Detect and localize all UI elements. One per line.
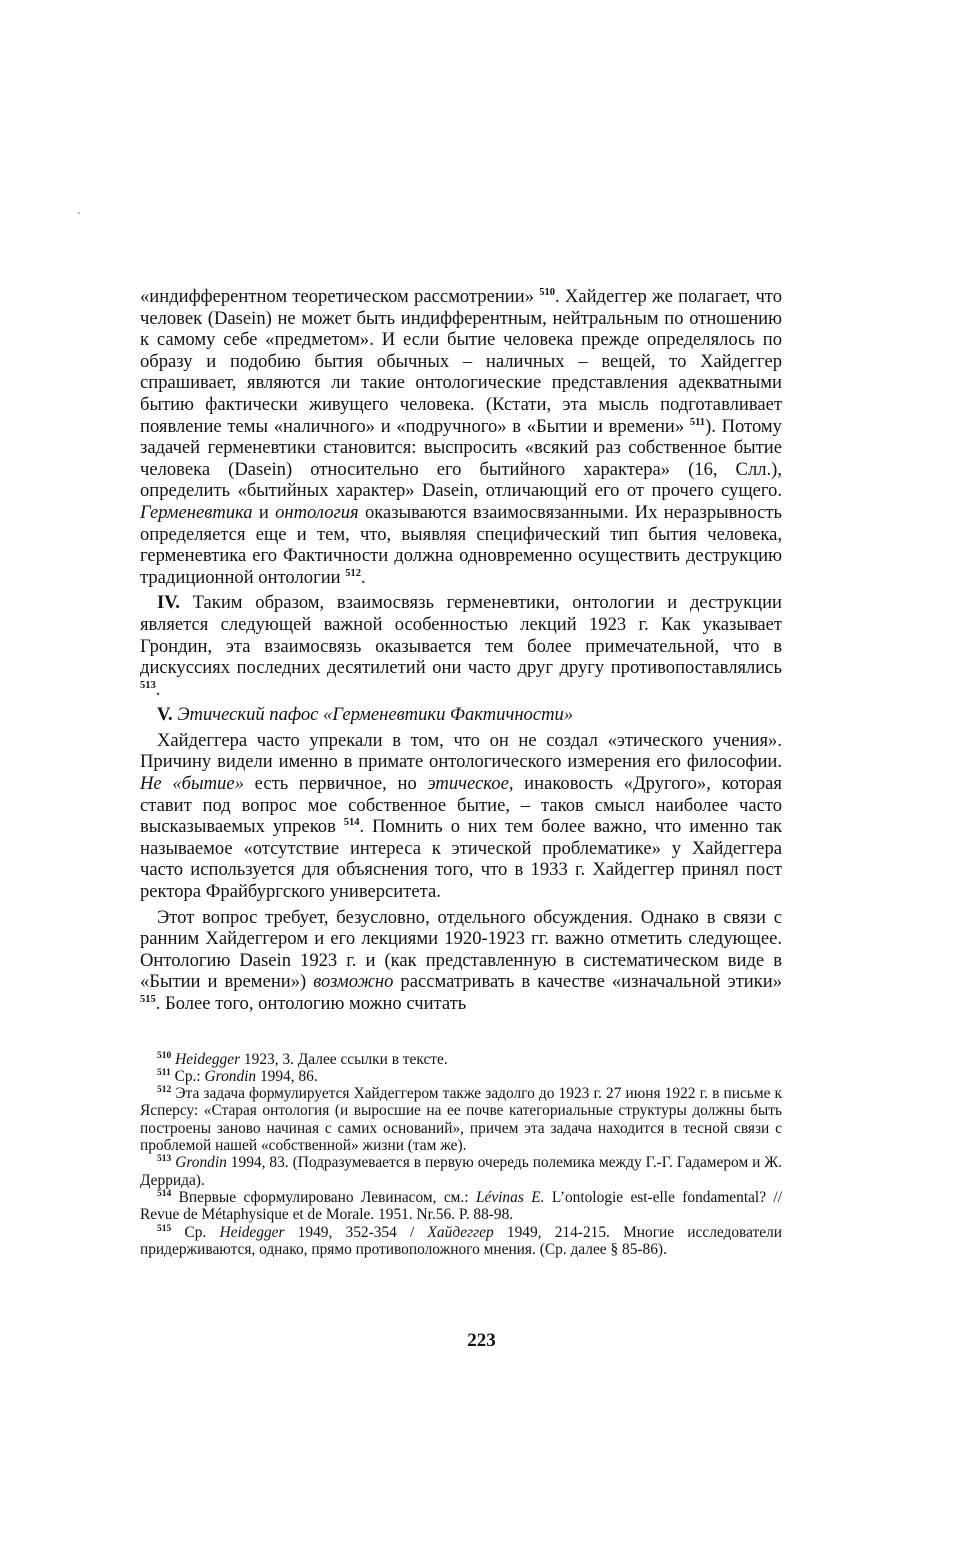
section-title: Этический пафос «Герменевтики Фактичности» [172, 704, 574, 726]
section-numeral: V. [157, 704, 173, 726]
text-run: есть первичное, но [243, 773, 428, 795]
footnotes [140, 1051, 782, 1259]
footnote-ref[interactable]: 515 [140, 994, 156, 1005]
text-run: оказываются взаимосвязанными. Их неразрывность определяется еще и тем, что, выявляя специфический тип бытия человека, герменевтика его Фактичности должна одновременно осуществить деструкцию традиционной онтологии [140, 501, 783, 588]
author: Хайдеггер [427, 1223, 494, 1241]
footnote-ref[interactable]: 512 [345, 567, 361, 579]
author: Lévinas E. [475, 1188, 545, 1206]
text-run: . Помнить о них тем более важно, что именно так называемое «отсутствие интереса к этической проблематике» у Хайдеггера часто используется для объяснения того, что в 1933 г. Хайдеггер принял пост ректора Фрайбургского университета. [140, 816, 782, 903]
author: Grondin [175, 1154, 227, 1172]
text-run: Хайдеггера часто упрекали в том, что он не создал «этического учения». Причину видели именно в примате онтологического измерения его философии. [140, 729, 782, 773]
footnote-number: 515 [157, 1223, 172, 1234]
author: Heidegger [175, 1050, 241, 1068]
text-run: ). Потому задачей герменевтики становится: выспросить «всякий раз собственное бытие человека (Dasein) относительно его бытийного характера» (16, Слл.), определить «бытийных характер» Dasein, отличающий его от прочего сущего. [140, 415, 782, 502]
emphasis: Не «бытие» [140, 773, 244, 795]
paragraph-4 [140, 907, 782, 1015]
emphasis: онтология [275, 501, 359, 523]
text-run: . Хайдеггер же полагает, что человек (Dasein) не может быть индифферентным, нейтральным по отношению к самому себе «предметом». И если бытие человека прежде определялось по образу и подобию бытия обычных – наличных – вещей, то Хайдеггер спрашивает, являются ли такие онтологические представления адекватными бытию фактически живущего человека. (Кстати, эта мысль подготавливает появление темы «наличного» и «подручного» в «Бытии и времени» [140, 286, 782, 437]
footnote-510 [140, 1051, 782, 1068]
footnote-number: 514 [157, 1188, 172, 1199]
text-run: Таким образом, взаимосвязь герменевтики, онтологии и деструкции является следующей важной особенностью лекций 1923 г. Как указывает Грондин, эта взаимосвязь оказывается тем более примечательной, что в дискуссиях последних десятилетий они часто друг другу противопоставлялись [140, 592, 782, 679]
text-run: , инаковость «Другого», которая ставит под вопрос мое собственное бытие, – таков смысл наиболее часто высказываемых упреков [140, 773, 782, 838]
text-run: Впервые сформулировано Левинасом, см.: [178, 1188, 476, 1206]
text-run: . [155, 678, 161, 700]
paragraph-1 [140, 286, 782, 588]
footnote-number: 513 [157, 1154, 172, 1165]
footnote-ref[interactable]: 510 [539, 287, 555, 298]
section-heading [140, 704, 782, 726]
footnote-515 [140, 1224, 782, 1259]
paragraph-2 [140, 592, 782, 700]
emphasis: возможно [313, 971, 394, 993]
text-run: 1923, 3. Далее ссылки в тексте. [240, 1050, 448, 1068]
text-run: 1949, 352-354 / [284, 1223, 428, 1241]
text-run: Ср. [184, 1223, 220, 1241]
footnote-number: 511 [157, 1067, 171, 1078]
text-run: 1994, 83. (Подразумевается в первую очередь полемика между Г.-Г. Гадамером и Ж. Деррида). [140, 1154, 782, 1189]
text-run: Ср.: [174, 1067, 205, 1085]
page-content [140, 286, 782, 1258]
emphasis: этическое [427, 773, 509, 795]
text-run: «индифферентном теоретическом рассмотрении» [140, 286, 534, 307]
footnote-ref[interactable]: 511 [689, 416, 706, 428]
text-run: Эта задача формулируется Хайдеггером также задолго до 1923 г. 27 июня 1922 г. в письме к Ясперсу: «Старая онтология (и выросшие на ее почве категориальные структуры должны быть построены заново начиная с самих оснований», причем эта задача находится в тесной связи с проблемой нашей «собственной» жизни (там же). [140, 1085, 782, 1155]
footnote-511 [140, 1068, 782, 1085]
footnote-513 [140, 1154, 782, 1189]
main-text [140, 286, 782, 1015]
page-number: 223 [467, 1330, 496, 1351]
text-run: Этот вопрос требует, безусловно, отдельного обсуждения. Однако в связи с ранним Хайдеггером и его лекциями 1920-1923 гг. важно отметить следующее. Онтологию Dasein 1923 г. и (как представленную в систематическом виде в «Бытии и времени») [140, 906, 782, 993]
footnote-ref[interactable]: 513 [140, 679, 156, 691]
paragraph-3 [140, 730, 782, 903]
footnote-number: 512 [157, 1085, 172, 1096]
text-run: L’ontologie est-elle fondamental? // Revue de Métaphysique et de Morale. 1951. Nr.56. P. 88-98. [140, 1188, 782, 1224]
footnote-number: 510 [157, 1050, 172, 1061]
footnote-512 [140, 1085, 782, 1154]
text-run: и [252, 501, 276, 523]
text-run: . Более того, онтологию можно считать [155, 993, 467, 1014]
text-run: 1949, 214-215. Многие исследователи придерживаются, однако, прямо противоположного мнения. (Ср. далее § 85-86). [140, 1223, 782, 1258]
scan-speck [78, 212, 80, 214]
footnote-ref[interactable]: 514 [343, 817, 360, 829]
text-run: 1994, 86. [256, 1067, 318, 1085]
text-run: рассматривать в качестве «изначальной этики» [393, 971, 782, 993]
author: Grondin [204, 1067, 257, 1085]
section-numeral: IV. [157, 592, 180, 614]
author: Heidegger [219, 1223, 285, 1241]
footnote-514 [140, 1189, 782, 1224]
emphasis: Герменевтика [140, 501, 253, 523]
text-run: . [361, 566, 366, 588]
